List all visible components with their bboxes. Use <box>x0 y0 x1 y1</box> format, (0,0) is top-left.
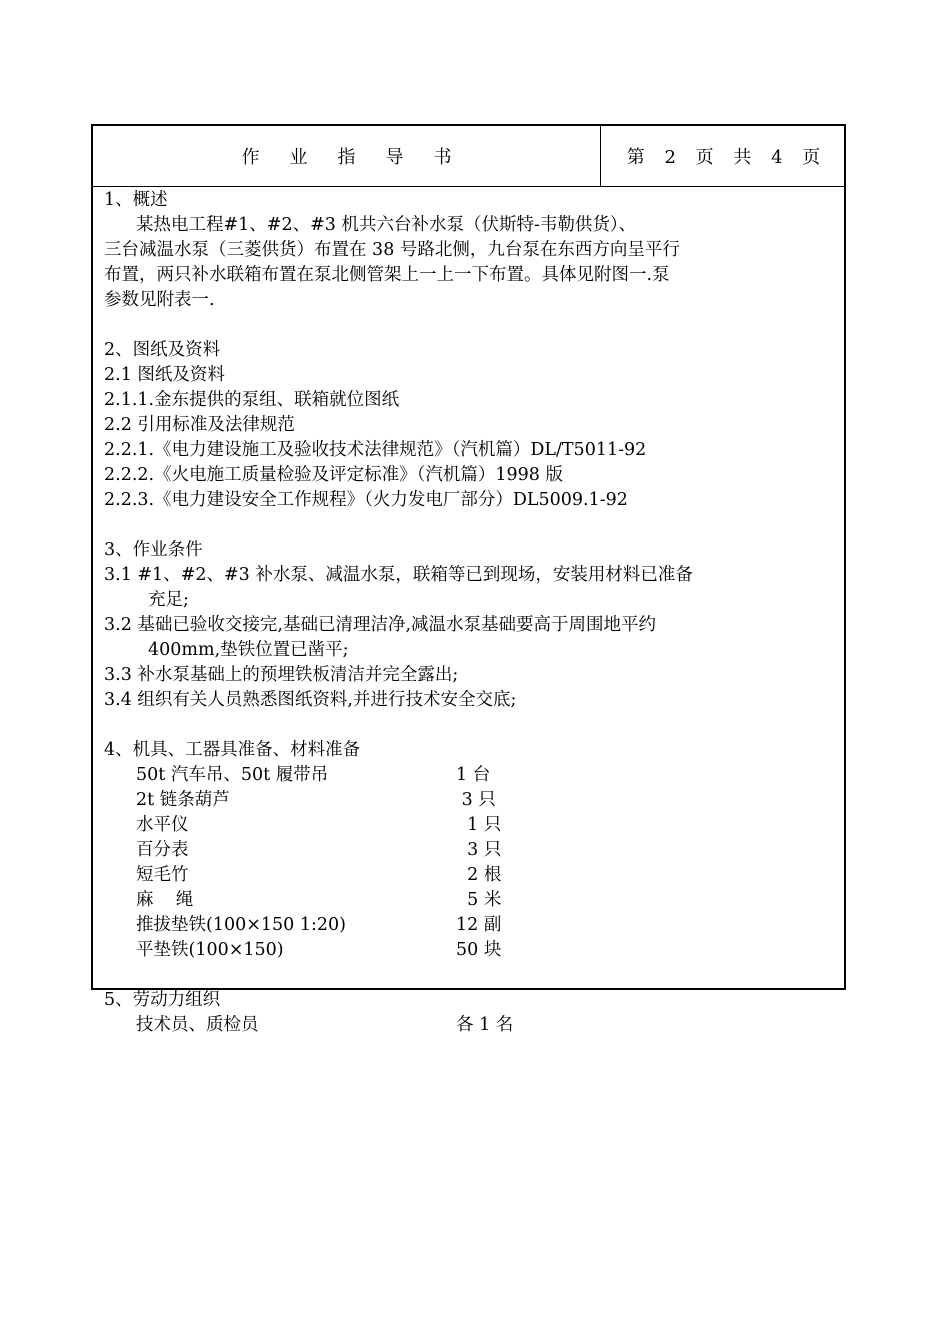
equipment-item <box>104 938 836 963</box>
section-1-paragraph-line: 布置，两只补水联箱布置在泵北侧管架上一上一下布置。具体见附图一.泵 <box>104 265 670 285</box>
equipment-item <box>104 913 836 938</box>
equipment-name: 平垫铁(100×150) <box>136 940 284 960</box>
equipment-qty: 5 米 <box>456 890 502 910</box>
equipment-name: 水平仪 <box>136 815 189 835</box>
equipment-qty: 50 块 <box>456 940 502 960</box>
equipment-name: 短毛竹 <box>136 865 189 885</box>
equipment-name: 50t 汽车吊、50t 履带吊 <box>136 765 329 785</box>
equipment-item <box>104 838 836 863</box>
section-1-paragraph-line: 三台减温水泵（三菱供货）布置在 38 号路北侧，九台泵在东西方向呈平行 <box>104 240 680 260</box>
section-2-line: 2.2.1.《电力建设施工及验收技术法律规范》（汽机篇）DL/T5011-92 <box>104 440 647 460</box>
condition-item-continuation: 充足; <box>148 590 189 610</box>
equipment-item <box>104 788 836 813</box>
equipment-qty: 1 只 <box>456 815 502 835</box>
section-3-heading: 3、作业条件 <box>104 540 203 560</box>
equipment-item <box>104 888 836 913</box>
section-2-line: 2.2.2.《火电施工质量检验及评定标准》（汽机篇）1998 版 <box>104 465 563 485</box>
section-2-line: 2.2.3.《电力建设安全工作规程》（火力发电厂部分）DL5009.1-92 <box>104 490 628 510</box>
labor-count: 各 1 名 <box>456 1015 514 1035</box>
equipment-name: 麻 绳 <box>136 890 194 910</box>
document-sheet <box>91 124 846 1035</box>
section-2-heading: 2、图纸及资料 <box>104 340 221 360</box>
equipment-qty: 3 只 <box>456 790 496 810</box>
document-header <box>93 126 844 187</box>
labor-item <box>104 1013 836 1038</box>
section-4-heading: 4、机具、工器具准备、材料准备 <box>104 740 361 760</box>
section-2-line: 2.1.1.金东提供的泵组、联箱就位图纸 <box>104 390 400 410</box>
labor-role: 技术员、质检员 <box>136 1015 259 1035</box>
equipment-item <box>104 813 836 838</box>
section-1-paragraph-line: 某热电工程#1、#2、#3 机共六台补水泵（伏斯特-韦勒供货）、 <box>136 215 637 235</box>
equipment-qty: 3 只 <box>456 840 502 860</box>
equipment-name: 推拔垫铁(100×150 1:20) <box>136 915 346 935</box>
equipment-name: 2t 链条葫芦 <box>136 790 230 810</box>
section-2-line: 2.1 图纸及资料 <box>104 365 225 385</box>
section-5-heading: 5、劳动力组织 <box>104 990 221 1010</box>
equipment-qty: 2 根 <box>456 865 502 885</box>
equipment-item <box>104 763 836 788</box>
document-body <box>104 188 836 1038</box>
condition-item: 3.2 基础已验收交接完,基础已清理洁净,减温水泵基础要高于周围地平约 <box>104 615 657 635</box>
condition-item-continuation: 400mm,垫铁位置已凿平; <box>148 640 349 660</box>
section-2-line: 2.2 引用标准及法律规范 <box>104 415 295 435</box>
condition-item: 3.3 补水泵基础上的预埋铁板清洁并完全露出; <box>104 665 459 685</box>
page-indicator: 第 2 页 共 4 页 <box>626 147 821 168</box>
equipment-qty: 1 台 <box>456 765 491 785</box>
equipment-name: 百分表 <box>136 840 189 860</box>
document-title: 作业指导书 <box>93 126 601 186</box>
condition-item: 3.4 组织有关人员熟悉图纸资料,并进行技术安全交底; <box>104 690 517 710</box>
section-1-heading: 1、概述 <box>104 190 168 210</box>
section-1-paragraph-line: 参数见附表一. <box>104 290 215 310</box>
equipment-qty: 12 副 <box>456 915 502 935</box>
condition-item: 3.1 #1、#2、#3 补水泵、减温水泵，联箱等已到现场，安装用材料已准备 <box>104 565 693 585</box>
equipment-item <box>104 863 836 888</box>
